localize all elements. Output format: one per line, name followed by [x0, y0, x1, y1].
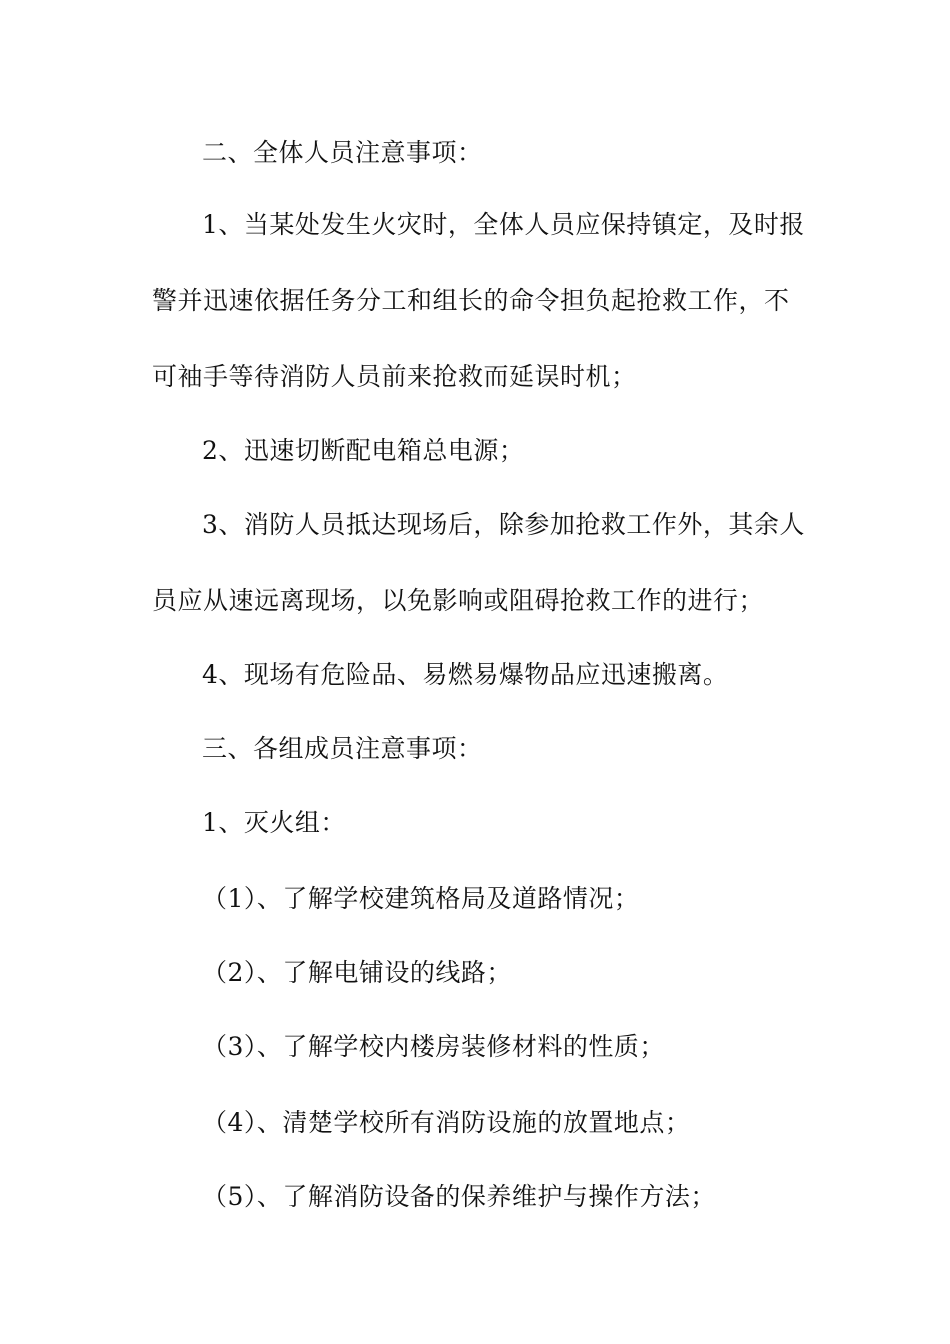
- section-heading-group-members: 三、各组成员注意事项：: [202, 734, 483, 763]
- subsection-heading-fire-group: 1、灭火组：: [202, 808, 346, 837]
- paragraph-line: 1、当某处发生火灾时，全体人员应保持镇定，及时报: [202, 210, 805, 239]
- list-item: （2）、了解电铺设的线路；: [202, 958, 512, 987]
- list-item: （4）、清楚学校所有消防设施的放置地点；: [202, 1108, 691, 1137]
- list-item: （1）、了解学校建筑格局及道路情况；: [202, 884, 640, 913]
- section-heading-all-personnel: 二、全体人员注意事项：: [202, 138, 483, 167]
- paragraph-line: 4、现场有危险品、易燃易爆物品应迅速搬离。: [202, 660, 729, 689]
- list-item: （3）、了解学校内楼房装修材料的性质；: [202, 1032, 665, 1061]
- paragraph-line: 员应从速远离现场，以免影响或阻碍抢救工作的进行；: [152, 586, 765, 615]
- paragraph-line: 3、消防人员抵达现场后，除参加抢救工作外，其余人: [202, 510, 805, 539]
- paragraph-line: 2、迅速切断配电箱总电源；: [202, 436, 525, 465]
- list-item: （5）、了解消防设备的保养维护与操作方法；: [202, 1182, 716, 1211]
- paragraph-line: 可袖手等待消防人员前来抢救而延误时机；: [152, 362, 637, 391]
- paragraph-line: 警并迅速依据任务分工和组长的命令担负起抢救工作，不: [152, 286, 790, 315]
